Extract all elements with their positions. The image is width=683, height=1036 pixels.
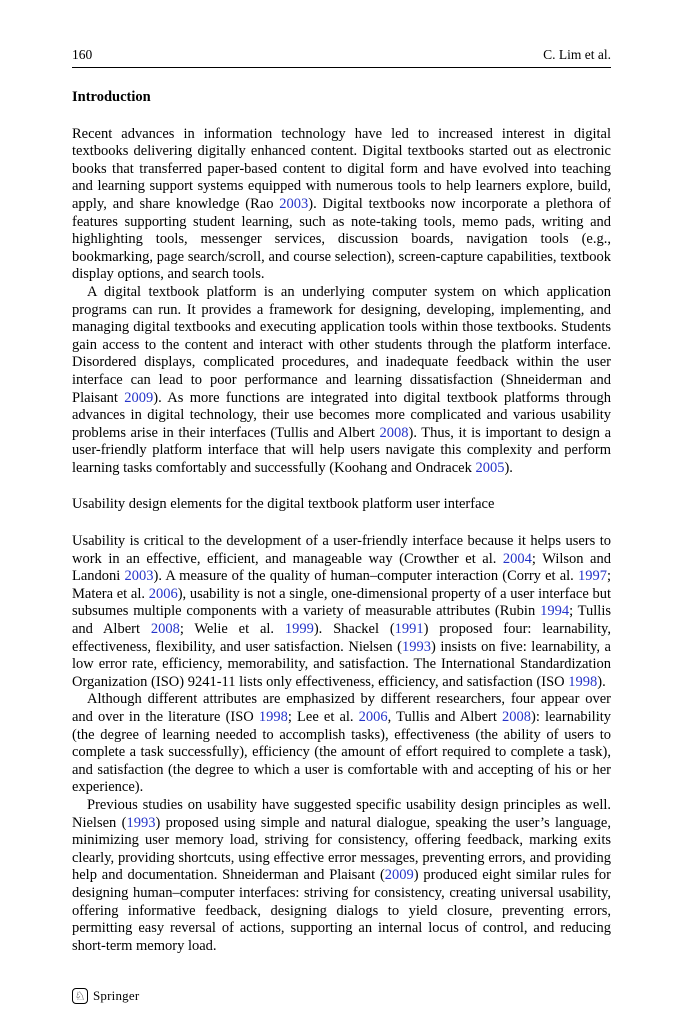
article-content — [72, 89, 611, 955]
text-run: A digital textbook platform is an underlying computer system on which application programs can run. It provides a framework for designing, developing, implementing, and managing digital textbooks and executing application tools within those textbooks. Students gain access to the content and interact with other students through the platform interface. Disordered displays, complicated procedures, and inadequate feedback within the user interface can lead to poor performance and learning dissatisfaction (Shneiderman and Plaisant — [72, 283, 611, 406]
text-run: ). Thus, it is important to design a user-friendly platform interface that will help users navigate this complexity and perform learning tasks comfortably and successfully (Koohang and Ondracek — [72, 424, 612, 476]
text-run: ; Lee et al. — [287, 709, 359, 725]
text-run: ). As more functions are integrated into digital textbook platforms through advances in digital technology, their use becomes more complicated and various usability problems arise in their interfaces (Tullis and Albert — [72, 389, 611, 441]
paragraph — [72, 126, 611, 284]
citation-link[interactable]: 2005 — [475, 459, 505, 476]
text-run: Recent advances in information technology have led to increased interest in digital textbooks delivering digitally enhanced content. Digital textbooks started out as electronic books that transferred paper-based content to digital form and have evolved into teaching and learning support systems equipped with numerous tools to help learners explore, build, apply, and share knowledge (Rao — [72, 125, 611, 212]
paragraph — [72, 797, 611, 955]
text-run: ; Matera et al. — [72, 568, 611, 602]
text-run: ). — [597, 673, 606, 690]
section-heading: Introduction — [72, 89, 151, 105]
citation-link[interactable]: 2009 — [384, 867, 414, 884]
springer-logo-icon: ♘ — [72, 988, 88, 1004]
citation-link[interactable]: 2003 — [124, 568, 154, 585]
citation-link[interactable]: 1993 — [402, 638, 431, 655]
citation-link[interactable]: 1994 — [540, 603, 570, 620]
citation-link[interactable]: 1998 — [258, 709, 288, 725]
text-run: Previous studies on usability have suggested specific usability design principles as well. Nielsen ( — [72, 796, 611, 831]
header-rule — [72, 67, 611, 68]
paragraph — [72, 533, 611, 691]
text-run: ) produced eight similar rules for designing human–computer interfaces: striving for consistency, creating universal usability, offering informative feedback, designing dialogs to yield closure, preventing errors, permitting easy reversal of actions, supporting an internal locus of control, and reducing short-term memory load. — [72, 867, 611, 954]
paragraph — [72, 691, 611, 797]
text-run: , Tullis and Albert — [387, 709, 502, 725]
citation-link[interactable]: 2003 — [279, 195, 309, 212]
citation-link[interactable]: 2004 — [502, 550, 532, 567]
text-run: ) insists on five: learnability, a low error rate, efficiency, memorability, and satisfaction. The International Standardization Organization (ISO) 9241-11 lists only effectiveness, efficiency, and satisfaction (ISO — [72, 638, 611, 690]
page-header — [72, 47, 611, 62]
page-footer — [72, 988, 139, 1004]
text-run: ). Shackel ( — [313, 621, 395, 638]
citation-link[interactable]: 1991 — [394, 621, 424, 638]
paragraph — [72, 284, 611, 478]
citation-link[interactable]: 2008 — [379, 424, 409, 441]
text-run: ). — [504, 459, 513, 476]
text-run: ). A measure of the quality of human–computer interaction (Corry et al. — [153, 568, 578, 585]
text-run: ; Wilson and Landoni — [72, 550, 611, 585]
text-run: Although different attributes are emphasized by different researchers, four appear over and over in the literature (ISO — [72, 691, 611, 725]
citation-link[interactable]: 2006 — [358, 709, 388, 725]
publisher-name: Springer — [93, 988, 140, 1003]
text-run: ) proposed four: learnability, effectiveness, flexibility, and user satisfaction. Nielsen ( — [72, 621, 611, 655]
text-run: ; Tullis and Albert — [72, 603, 612, 638]
text-run: Usability is critical to the development of a user-friendly interface because it helps users to work in an effective, efficient, and manageable way (Crowther et al. — [72, 533, 611, 567]
citation-link[interactable]: 1999 — [284, 621, 314, 638]
citation-link[interactable]: 2009 — [124, 389, 154, 406]
text-run: ). Digital textbooks now incorporate a plethora of features supporting student learning, such as note-taking tools, memo pads, writing and highlighting tools, messenger services, discussion boards, navigation tools (e.g., bookmarking, page search/scroll, and course selection), screen-capture capabilities, textbook display options, and search tools. — [72, 195, 611, 283]
page-number: 160 — [72, 47, 93, 62]
running-head: C. Lim et al. — [543, 47, 611, 62]
citation-link[interactable]: 1993 — [126, 814, 156, 831]
citation-link[interactable]: 1997 — [577, 568, 607, 585]
citation-link[interactable]: 2006 — [148, 585, 178, 602]
subsection-heading: Usability design elements for the digital textbook platform user interface — [72, 496, 495, 513]
text-run: ) proposed using simple and natural dialogue, speaking the user’s language, minimizing user memory load, striving for consistency, offering feedback, marking exits clearly, providing shortcuts, using effective error messages, preventing errors, and providing help and documentation. Shneiderman and Plaisant ( — [72, 814, 611, 884]
text-run: ), usability is not a single, one-dimensional property of a user interface but subsumes multiple components with a variety of measurable attributes (Rubin — [72, 585, 611, 620]
citation-link[interactable]: 2008 — [502, 709, 531, 725]
citation-link[interactable]: 2008 — [150, 621, 180, 638]
text-run: ; Welie et al. — [179, 621, 285, 638]
text-run: ): learnability (the degree of learning needed to accomplish tasks), effectiveness (the ability of users to complete a task successfully), efficiency (the amount of effort required to complete a task), and satisfaction (the degree to which a user is comfortable with and accepting of his or her experience). — [72, 709, 611, 796]
citation-link[interactable]: 1998 — [568, 673, 598, 690]
